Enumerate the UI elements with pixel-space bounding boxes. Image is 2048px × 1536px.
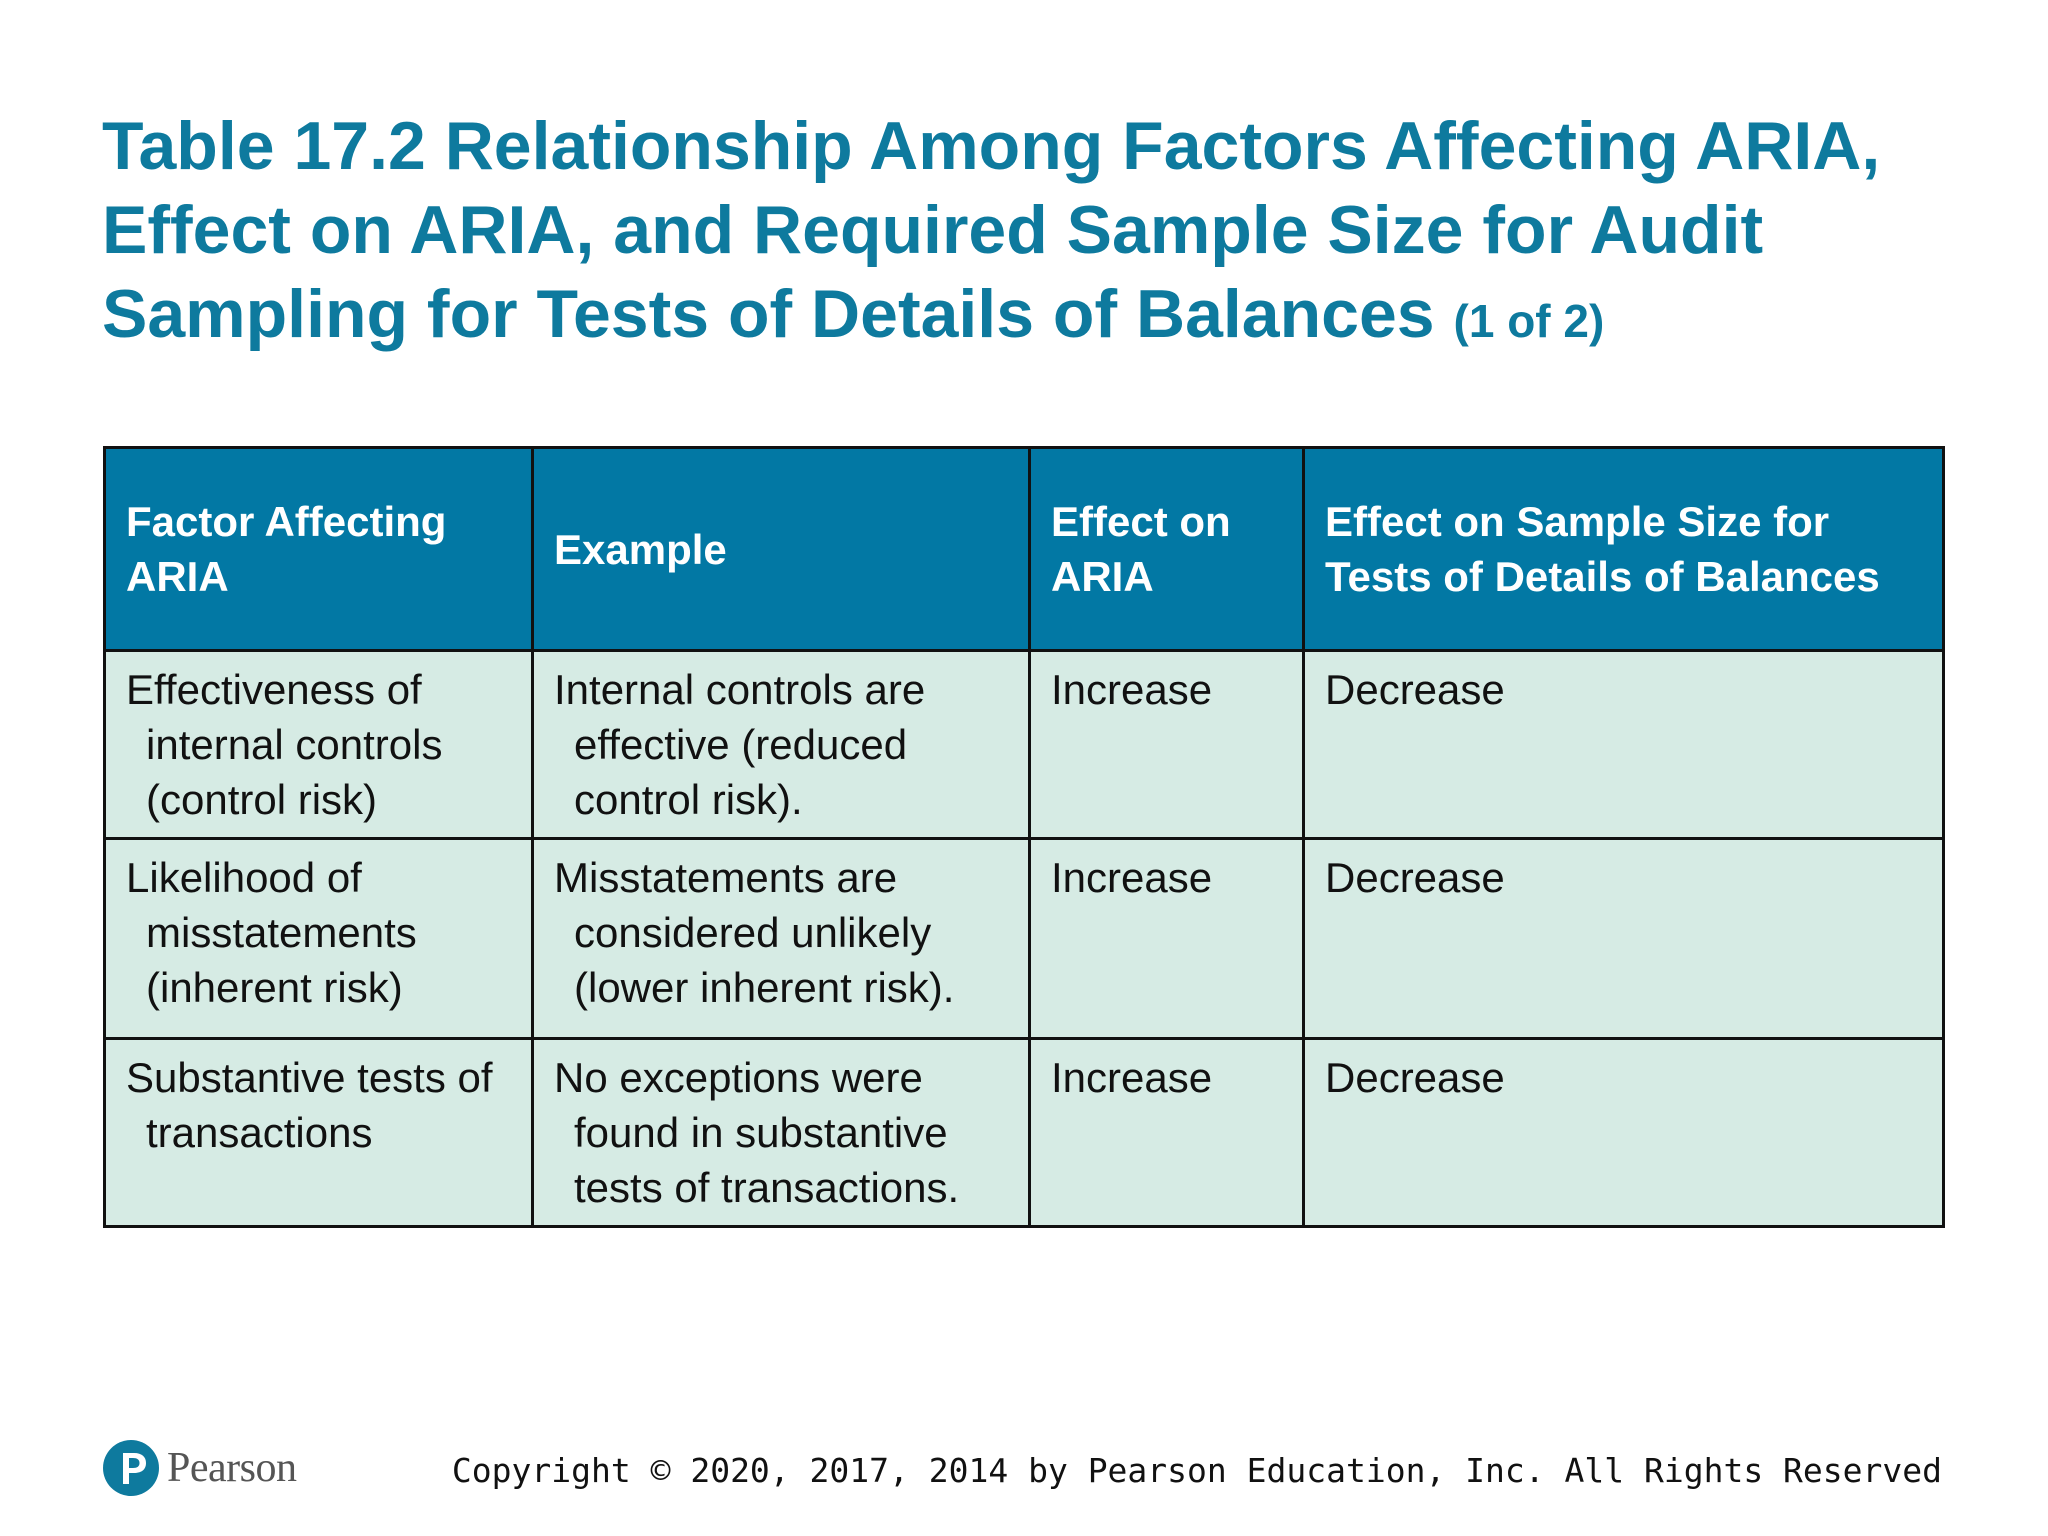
header-example: Example <box>533 448 1030 651</box>
header-effect-sample-size: Effect on Sample Size for Tests of Details of Balances <box>1304 448 1944 651</box>
header-effect-aria: Effect on ARIA <box>1030 448 1304 651</box>
cell-factor-text: Likelihood of misstatements (inherent risk) <box>126 854 417 1011</box>
pearson-p-logo-icon <box>103 1440 159 1496</box>
cell-example-text: Internal controls are effective (reduced control risk). <box>554 666 926 823</box>
pearson-logo <box>103 1440 296 1496</box>
pearson-p-glyph <box>103 1440 159 1496</box>
table-row <box>105 651 1944 839</box>
cell-effect-sample-size: Decrease <box>1304 839 1944 1039</box>
cell-effect-aria: Increase <box>1030 651 1304 839</box>
cell-factor <box>105 651 533 839</box>
header-factor: Factor Affecting ARIA <box>105 448 533 651</box>
aria-factors-table <box>103 446 1945 1228</box>
cell-example-text: No exceptions were found in substantive tests of transactions. <box>554 1054 960 1211</box>
copyright-notice: Copyright © 2020, 2017, 2014 by Pearson Education, Inc. All Rights Reserved <box>451 1451 1942 1490</box>
cell-effect-aria: Increase <box>1030 1039 1304 1227</box>
table-row <box>105 839 1944 1039</box>
cell-factor <box>105 839 533 1039</box>
slide-title-part: (1 of 2) <box>1453 295 1605 347</box>
cell-example <box>533 839 1030 1039</box>
cell-factor-text: Substantive tests of transactions <box>126 1054 493 1156</box>
cell-effect-sample-size: Decrease <box>1304 1039 1944 1227</box>
cell-effect-sample-size: Decrease <box>1304 651 1944 839</box>
cell-factor <box>105 1039 533 1227</box>
cell-effect-aria: Increase <box>1030 839 1304 1039</box>
table-header-row <box>105 448 1944 651</box>
cell-factor-text: Effectiveness of internal controls (control risk) <box>126 666 443 823</box>
table-row <box>105 1039 1944 1227</box>
pearson-wordmark: Pearson <box>167 1445 297 1491</box>
cell-example <box>533 651 1030 839</box>
cell-example-text: Misstatements are considered unlikely (lower inherent risk). <box>554 854 955 1011</box>
cell-example <box>533 1039 1030 1227</box>
slide-title <box>102 104 1982 363</box>
slide-title-text: Table 17.2 Relationship Among Factors Affecting ARIA, Effect on ARIA, and Required Sample Size for Audit Sampling for Tests of Details of Balances <box>102 108 1881 352</box>
